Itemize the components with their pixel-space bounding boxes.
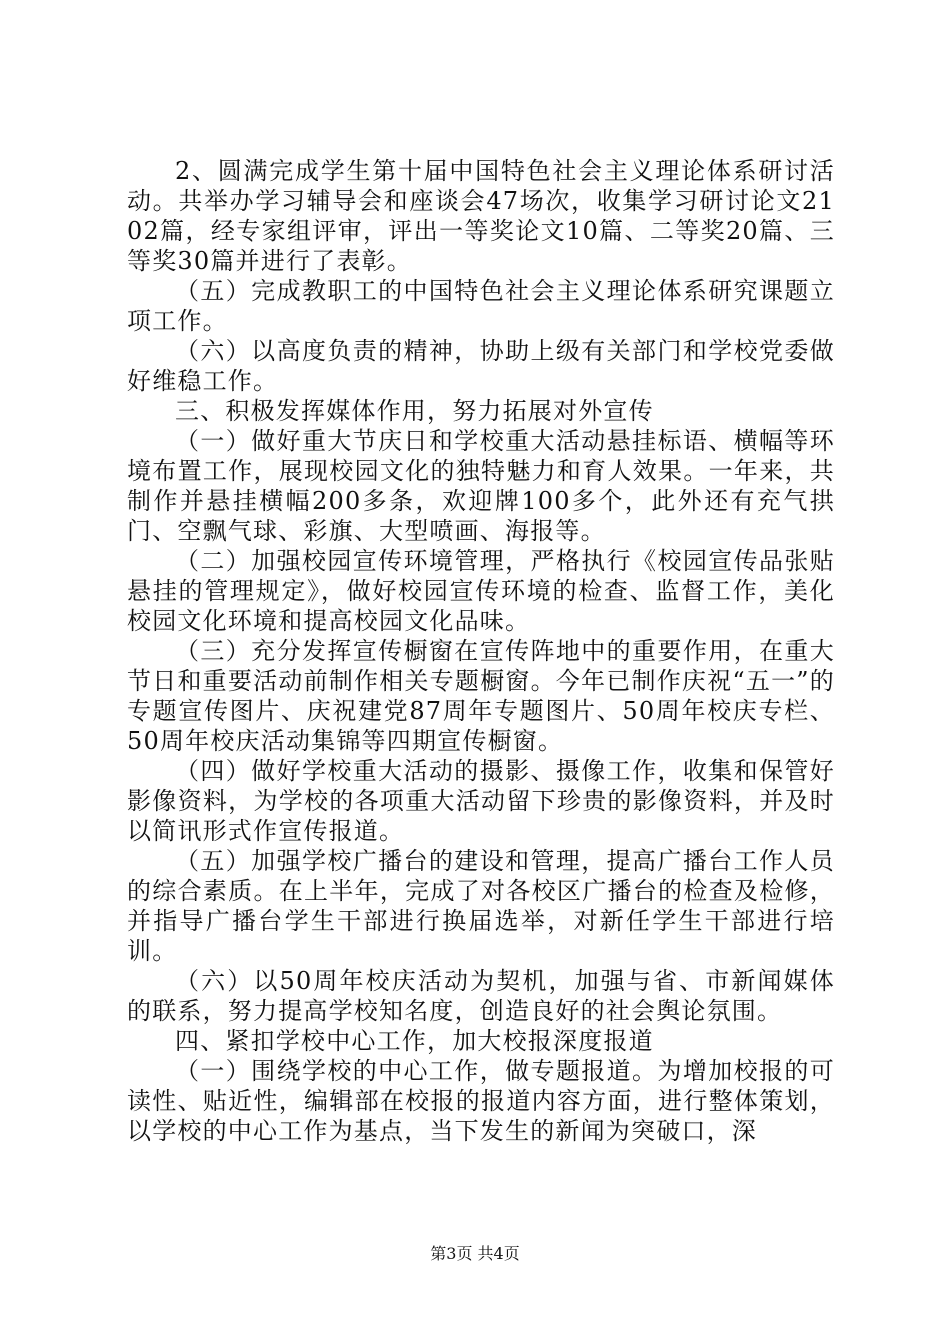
paragraph-8: （四）做好学校重大活动的摄影、摄像工作，收集和保管好影像资料，为学校的各项重大活动留下珍贵的影像资料，并及时以简讯形式作宣传报道。 [127, 757, 835, 845]
document-body [127, 156, 835, 1146]
paragraph-9: （五）加强学校广播台的建设和管理，提高广播台工作人员的综合素质。在上半年，完成了对各校区广播台的检查及检修，并指导广播台学生干部进行换届选举，对新任学生干部进行培训。 [127, 847, 835, 965]
section-heading-4: 四、紧扣学校中心工作，加大校报深度报道 [175, 1027, 654, 1055]
paragraph-12: （一）围绕学校的中心工作，做专题报道。为增加校报的可读性、贴近性，编辑部在校报的报道内容方面，进行整体策划，以学校的中心工作为基点，当下发生的新闻为突破口，深 [127, 1057, 835, 1145]
section-heading-3: 三、积极发挥媒体作用，努力拓展对外宣传 [175, 397, 654, 425]
page-number-footer: 第3页 共4页 [430, 1244, 520, 1263]
paragraph-5: （一）做好重大节庆日和学校重大活动悬挂标语、横幅等环境布置工作，展现校园文化的独特魅力和育人效果。一年来，共制作并悬挂横幅200多条，欢迎牌100多个，此外还有充气拱门、空飘气球、彩旗、大型喷画、海报等。 [127, 427, 835, 545]
paragraph-3: （六）以高度负责的精神，协助上级有关部门和学校党委做好维稳工作。 [127, 337, 835, 395]
paragraph-2: （五）完成教职工的中国特色社会主义理论体系研究课题立项工作。 [127, 277, 835, 335]
paragraph-6: （二）加强校园宣传环境管理，严格执行《校园宣传品张贴悬挂的管理规定》，做好校园宣传环境的检查、监督工作，美化校园文化环境和提高校园文化品味。 [127, 547, 835, 635]
paragraph-7: （三）充分发挥宣传橱窗在宣传阵地中的重要作用，在重大节日和重要活动前制作相关专题橱窗。今年已制作庆祝“五一”的专题宣传图片、庆祝建党87周年专题图片、50周年校庆专栏、50周年校庆活动集锦等四期宣传橱窗。 [127, 637, 835, 755]
paragraph-1: 2、圆满完成学生第十届中国特色社会主义理论体系研讨活动。共举办学习辅导会和座谈会47场次，收集学习研讨论文2102篇，经专家组评审，评出一等奖论文10篇、二等奖20篇、三等奖30篇并进行了表彰。 [127, 157, 835, 275]
paragraph-10: （六）以50周年校庆活动为契机，加强与省、市新闻媒体的联系，努力提高学校知名度，创造良好的社会舆论氛围。 [127, 967, 835, 1025]
